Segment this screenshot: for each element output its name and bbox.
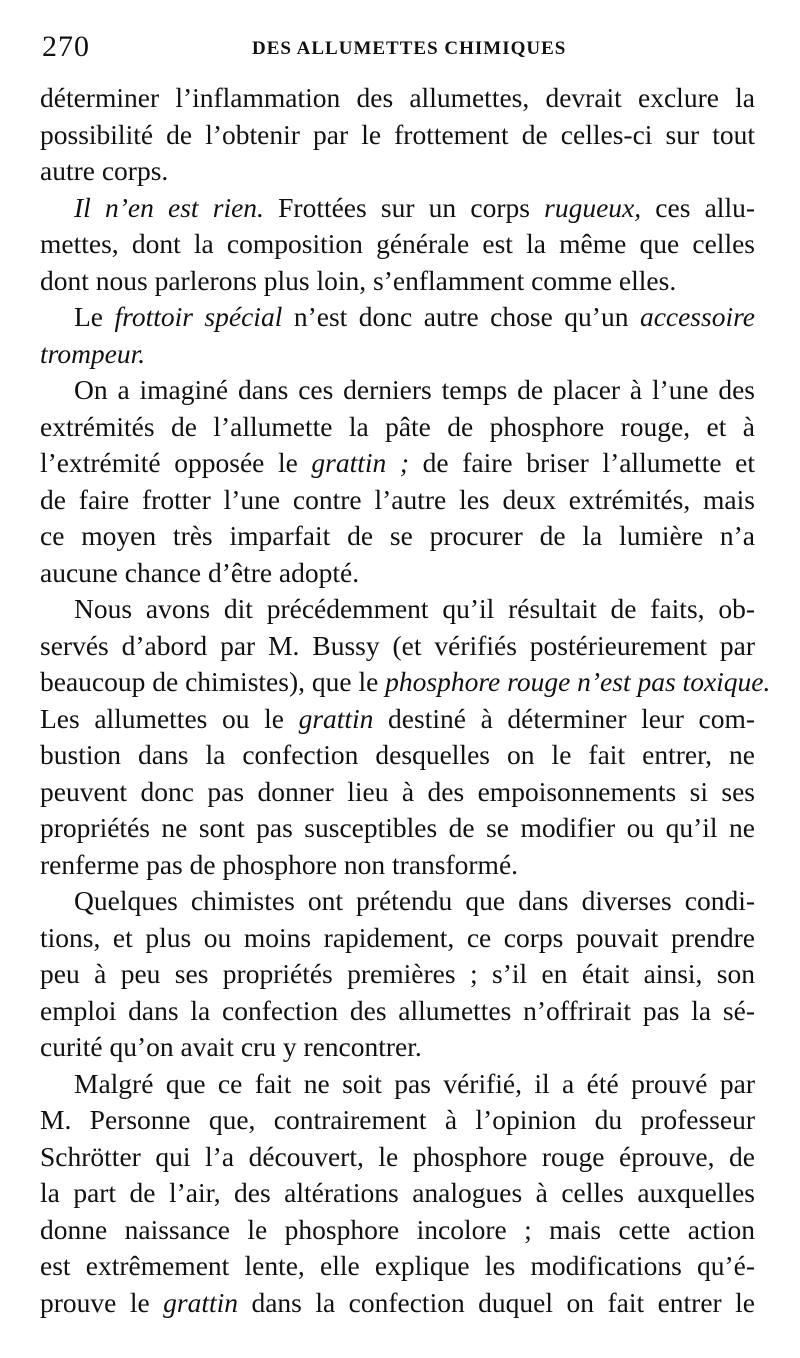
text-segment: possibilité de l’obtenir par le frottement de celles-ci sur tout <box>40 118 755 150</box>
text-segment: mettes, dont la composition générale est la même que celles <box>40 228 755 259</box>
text-line <box>40 628 755 665</box>
text-line <box>40 80 755 117</box>
text-segment: prouve le <box>40 1286 164 1318</box>
text-segment: est extrêmement lente, elle explique les modifications qu’é- <box>40 1250 755 1281</box>
text-line <box>40 737 755 774</box>
italic-text: phosphore rouge n’est pas toxique. <box>385 666 771 697</box>
body-text <box>40 80 771 1321</box>
text-segment: renferme pas de phosphore non transformé. <box>40 848 519 880</box>
text-line <box>40 1285 755 1322</box>
italic-text: trompeur. <box>40 337 146 369</box>
italic-text: rugueux, <box>544 191 642 223</box>
italic-text: grattin <box>298 702 374 734</box>
page-header <box>42 30 762 70</box>
text-segment: déterminer l’inflammation des allumettes, devrait exclure la <box>40 82 755 113</box>
italic-text: grattin <box>163 1286 239 1318</box>
text-segment: aucune chance d’être adopté. <box>40 556 360 588</box>
text-line <box>40 591 755 628</box>
text-line <box>40 153 755 190</box>
text-segment: ces allu- <box>641 191 755 223</box>
text-line <box>40 1102 755 1139</box>
text-segment: emploi dans la confection des allumettes n’offrirait pas la sé- <box>40 994 755 1026</box>
text-segment: Les allumettes ou le <box>40 702 299 734</box>
page-number: 270 <box>42 30 90 63</box>
text-segment: servés d’abord par M. Bussy (et vérifiés postérieurement par <box>40 629 755 661</box>
text-segment: curité qu’on avait cru y rencontrer. <box>40 1031 422 1062</box>
text-line <box>40 336 755 373</box>
text-line <box>40 1139 755 1176</box>
text-segment: peuvent donc pas donner lieu à des empoisonnements si ses <box>40 775 755 807</box>
text-segment: Quelques chimistes ont prétendu que dans diverses condi- <box>74 885 755 916</box>
text-segment: dont nous parlerons plus loin, s’enflamment comme elles. <box>40 264 677 296</box>
text-line <box>40 518 755 555</box>
running-head: DES ALLUMETTES CHIMIQUES <box>252 38 567 59</box>
text-line <box>40 190 755 227</box>
text-line <box>40 1175 755 1212</box>
text-segment: Schrötter qui l’a découvert, le phosphore rouge éprouve, de <box>40 1140 755 1172</box>
text-line <box>40 701 755 738</box>
text-line <box>40 117 755 154</box>
text-segment: M. Personne que, contrairement à l’opinion du professeur <box>40 1104 755 1135</box>
text-line <box>40 409 755 446</box>
text-segment: Malgré que ce fait ne soit pas vérifié, il a été prouvé par <box>74 1067 755 1099</box>
text-segment: beaucoup de chimistes), que le <box>40 666 386 697</box>
text-line <box>40 810 755 847</box>
text-line <box>40 555 755 592</box>
text-line <box>40 263 755 300</box>
text-line <box>40 1066 755 1103</box>
italic-text: grattin ; <box>311 447 410 478</box>
text-segment: n’est donc autre chose qu’un <box>282 301 640 332</box>
text-line <box>40 956 755 993</box>
text-line <box>40 993 755 1030</box>
text-line <box>40 372 755 409</box>
text-segment: donne naissance le phosphore incolore ; mais cette action <box>40 1213 755 1245</box>
text-line <box>40 226 755 263</box>
text-segment: autre corps. <box>40 155 169 186</box>
text-segment: propriétés ne sont pas susceptibles de se modifier ou qu’il ne <box>40 812 755 843</box>
text-segment: destiné à déterminer leur com- <box>373 702 755 734</box>
text-line <box>40 1248 755 1285</box>
text-segment: tions, et plus ou moins rapidement, ce corps pouvait prendre <box>40 921 755 953</box>
text-line <box>40 445 755 482</box>
text-segment: Le <box>74 301 115 332</box>
text-line <box>40 482 755 519</box>
text-segment: On a imaginé dans ces derniers temps de placer à l’une des <box>74 374 755 405</box>
text-segment: bustion dans la confection desquelles on le fait entrer, ne <box>40 739 755 770</box>
italic-text: accessoire <box>639 301 755 332</box>
text-line <box>40 664 771 701</box>
italic-text: frottoir spécial <box>114 301 283 332</box>
text-line <box>40 299 755 336</box>
italic-text: Il n’en est rien. <box>74 191 264 223</box>
text-segment: de faire frotter l’une contre l’autre les deux extrémités, mais <box>40 483 755 515</box>
text-segment: l’extrémité opposée le <box>40 447 312 478</box>
text-segment: dans la confection duquel on fait entrer le <box>238 1286 755 1318</box>
text-segment: Frottées sur un corps <box>263 191 545 223</box>
text-line <box>40 920 755 957</box>
text-line <box>40 847 755 884</box>
text-segment: ce moyen très imparfait de se procurer de la lumière n’a <box>40 520 755 551</box>
text-segment: Nous avons dit précédemment qu’il résultait de faits, ob- <box>74 593 755 624</box>
text-segment: extrémités de l’allumette la pâte de phosphore rouge, et à <box>40 410 755 442</box>
text-line <box>40 1212 755 1249</box>
text-line <box>40 883 755 920</box>
text-segment: peu à peu ses propriétés premières ; s’il en était ainsi, son <box>40 958 755 989</box>
text-line <box>40 1029 755 1066</box>
text-segment: la part de l’air, des altérations analogues à celles auxquelles <box>40 1177 755 1208</box>
text-line <box>40 774 755 811</box>
text-segment: de faire briser l’allumette et <box>409 447 755 478</box>
